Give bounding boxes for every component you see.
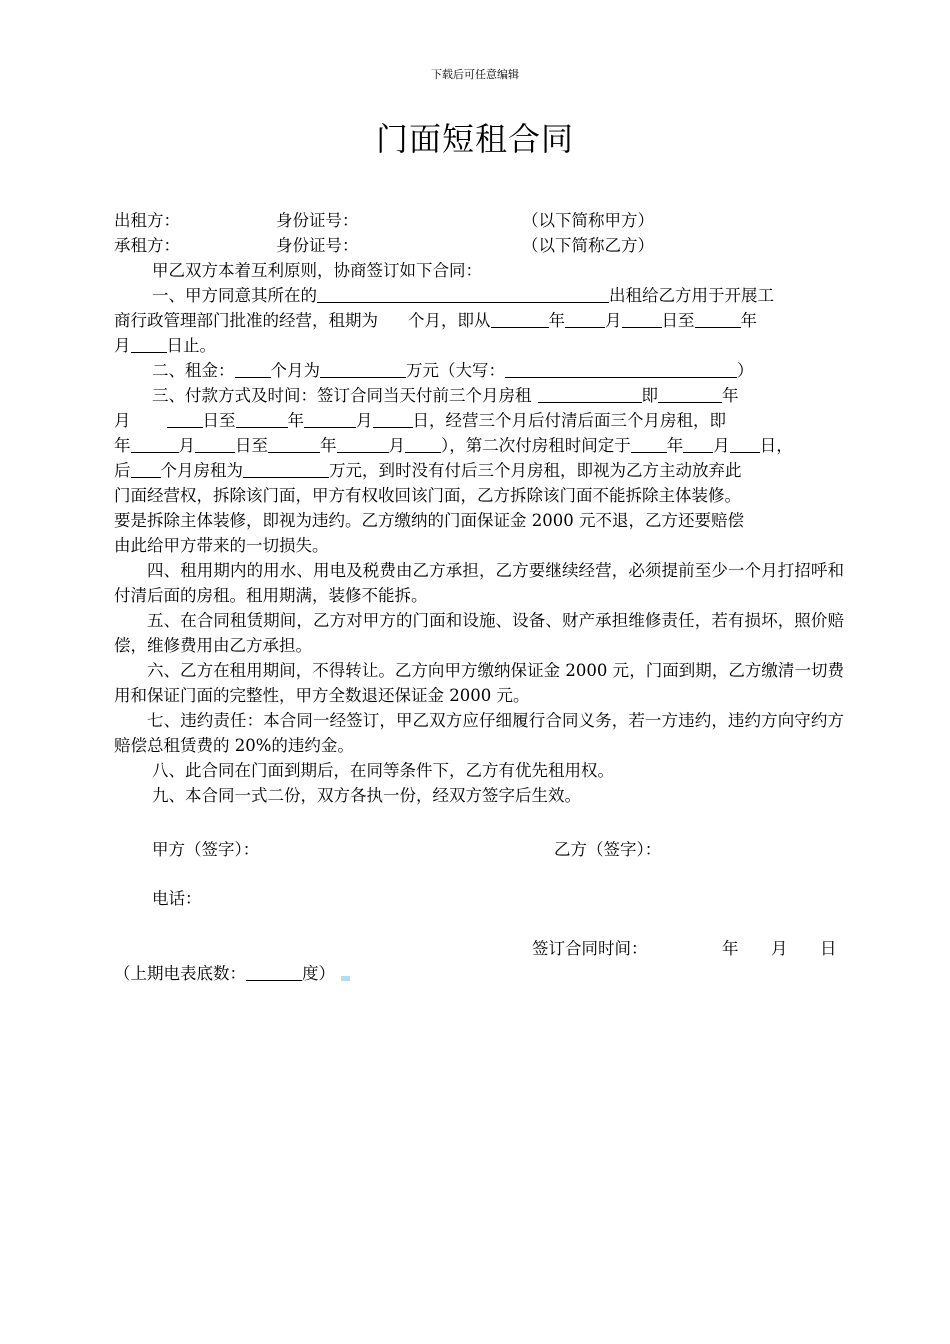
blank[interactable] (304, 409, 356, 428)
clause-3-line-3 (114, 433, 844, 458)
rent-amount-blank[interactable] (320, 359, 406, 378)
header-note: 下载后可任意编辑 (431, 68, 519, 81)
lessor-id-label: 身份证号： (276, 211, 359, 230)
blank[interactable] (167, 409, 203, 428)
blank[interactable] (631, 434, 667, 453)
blank[interactable] (683, 434, 713, 453)
meter-reading-blank[interactable] (246, 962, 302, 981)
lessee-line (114, 233, 844, 258)
clause-1-text: 一、甲方同意其所在的 (152, 286, 317, 305)
clause-3-text: 日，经营三个月后付清后面三个月房租，即 (412, 411, 726, 430)
sign-date-day: 日 (820, 939, 837, 958)
clause-3-text: 年 (320, 436, 337, 455)
start-day-blank[interactable] (622, 309, 662, 328)
clause-1-text: 月 (605, 311, 622, 330)
clause-3-line-2 (114, 408, 844, 433)
clause-3-text: 月 (713, 436, 730, 455)
blank[interactable] (131, 434, 179, 453)
lessee-label: 承租方： (114, 236, 180, 255)
clause-3-text: 月 (178, 436, 195, 455)
clause-1-line-1 (114, 283, 844, 308)
party-b-signature: 乙方（签字）： (554, 840, 662, 859)
clause-2-text: 个月为 (270, 361, 320, 380)
contract-body (114, 208, 844, 808)
clause-2-text: 二、租金： (152, 361, 235, 380)
blank[interactable] (337, 434, 389, 453)
clause-3-text: 年 (666, 436, 684, 455)
first-rent-blank[interactable] (538, 384, 642, 403)
clause-1-text: 年 (740, 311, 757, 330)
meter-reading-line (114, 960, 350, 984)
clause-1-text: 日至 (661, 311, 695, 330)
lessee-id-label: 身份证号： (276, 236, 359, 255)
clause-7: 七、违约责任：本合同一经签订，甲乙双方应仔细履行合同义务，若一方违约，违约方向守约方赔偿总租赁费的 20%的违约金。 (114, 711, 844, 755)
clause-3-text: ），第二次付房租时间定于 (441, 436, 631, 455)
start-year-blank[interactable] (491, 309, 549, 328)
clause-9: 九、本合同一式二份，双方各执一份，经双方签字后生效。 (152, 786, 581, 805)
start-month-blank[interactable] (565, 309, 605, 328)
clause-3-text: 月 (356, 411, 373, 430)
clause-3-line-5: 门面经营权，拆除该门面，甲方有权收回该门面，乙方拆除该门面不能拆除主体装修。 (114, 486, 741, 505)
end-year-blank[interactable] (695, 309, 741, 328)
clause-3-text: 年 (722, 386, 739, 405)
meter-reading-text: （上期电表底数： (114, 964, 246, 983)
blank[interactable] (730, 434, 760, 453)
clause-1-text: 日止。 (166, 336, 216, 355)
clause-1-text: 出租给乙方用于开展工 (609, 286, 774, 305)
clause-2-text: 万元（大写： (406, 361, 505, 380)
clause-1-line-3 (114, 333, 844, 358)
clause-1-text: 商行政管理部门批准的经营，租期为 (114, 311, 378, 330)
party-a-signature: 甲方（签字）： (152, 840, 260, 859)
clause-3-text: 日至 (235, 436, 268, 455)
clause-5: 五、在合同租赁期间，乙方对甲方的门面和设施、设备、财产承担维修责任，若有损坏，照价赔偿，维修费用由乙方承担。 (114, 611, 844, 655)
blank[interactable] (131, 459, 161, 478)
clause-3-text: 后 (114, 461, 131, 480)
clause-3-line-7: 由此给甲方带来的一切损失。 (114, 536, 329, 555)
clause-3-text: 日至 (202, 411, 236, 430)
clause-3-line-4 (114, 458, 844, 483)
clause-3-line-1 (114, 383, 844, 408)
cursor-marker-icon (341, 976, 350, 981)
clause-3-text: 年 (114, 436, 131, 455)
rent-uppercase-blank[interactable] (505, 359, 737, 378)
blank[interactable] (268, 434, 320, 453)
intro-paragraph: 甲乙双方本着互利原则，协商签订如下合同： (152, 261, 482, 280)
clause-1-text: 月 (114, 336, 131, 355)
lessor-note: （以下简称甲方） (522, 211, 654, 230)
clause-4: 四、租用期内的用水、用电及税费由乙方承担，乙方要继续经营，必须提前至少一个月打招呼和付清后面的房租。租用期满，装修不能拆。 (114, 561, 844, 605)
clause-3-line-6: 要是拆除主体装修，即视为违约。乙方缴纳的门面保证金 2000 元不退，乙方还要赔偿 (114, 511, 744, 530)
rent-months-blank[interactable] (235, 359, 271, 378)
clause-3-text: 月 (388, 436, 405, 455)
clause-1-line-2 (114, 308, 844, 333)
clause-3-text: 三、付款方式及时间：签订合同当天付前三个月房租 (152, 386, 532, 405)
sign-date-label: 签订合同时间： (532, 939, 648, 958)
phone-label: 电话： (152, 889, 202, 908)
clause-8: 八、此合同在门面到期后，在同等条件下，乙方有优先租用权。 (152, 761, 614, 780)
clause-3-text: 月 (114, 411, 131, 430)
clause-3-text: 日， (759, 436, 793, 455)
clause-3-text: 个月房租为 (160, 461, 243, 480)
sign-date-month: 月 (771, 939, 788, 958)
blank[interactable] (243, 459, 329, 478)
end-day-blank[interactable] (131, 334, 167, 353)
premises-blank[interactable] (317, 284, 609, 303)
meter-reading-text: 度） (302, 964, 335, 983)
blank[interactable] (373, 409, 413, 428)
clause-1-text: 年 (548, 311, 565, 330)
clause-3-text: 年 (287, 411, 304, 430)
lessor-line (114, 208, 844, 233)
clause-6: 六、乙方在租用期间，不得转让。乙方向甲方缴纳保证金 2000 元，门面到期，乙方缴清一切费用和保证门面的完整性，甲方全数退还保证金 2000 元。 (114, 661, 844, 705)
lessee-note: （以下简称乙方） (522, 236, 654, 255)
lessor-label: 出租方： (114, 211, 180, 230)
blank[interactable] (405, 434, 441, 453)
clause-2 (114, 358, 844, 383)
clause-2-text: ） (737, 361, 754, 380)
blank[interactable] (236, 409, 288, 428)
clause-3-text: 即 (641, 386, 658, 405)
first-rent-year-blank[interactable] (658, 384, 722, 403)
blank[interactable] (195, 434, 235, 453)
clause-1-text: 个月，即从 (408, 311, 491, 330)
clause-3-text: 万元，到时没有付后三个月房租，即视为乙方主动放弃此 (329, 461, 742, 480)
sign-date-year: 年 (722, 939, 739, 958)
document-title: 门面短租合同 (375, 120, 574, 158)
